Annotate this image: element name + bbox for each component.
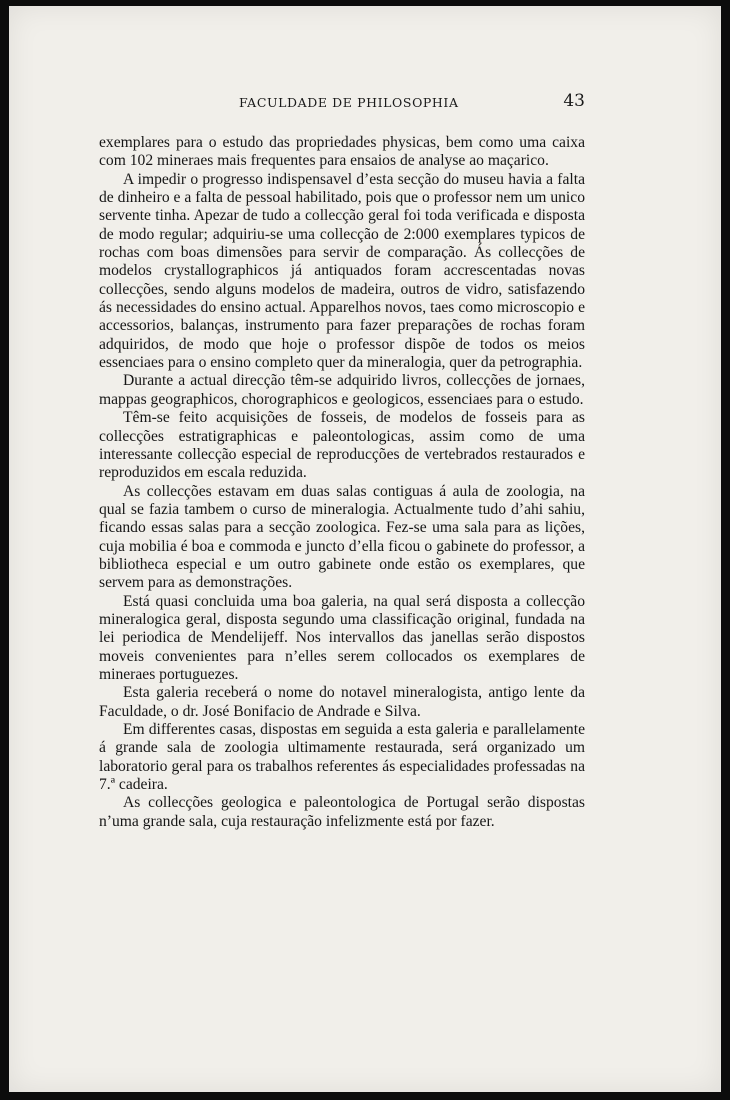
page-header: [99, 91, 585, 113]
paragraph: As collecções estavam em duas salas contiguas á aula de zoologia, na qual se fazia tambem o curso de mineralogia. Actualmente tudo d’ahi sahiu, ficando essas salas para a secção zoologica. Fez-se uma sala para as lições, cuja mobilia é boa e commoda e juncto d’ella ficou o gabinete do professor, a bibliotheca especial e um outro gabinete onde estão os exemplares, que servem para as demonstrações.: [99, 482, 585, 592]
body-text: [99, 134, 585, 831]
page-number: 43: [563, 91, 585, 111]
paragraph: A impedir o progresso indispensavel d’esta secção do museu havia a falta de dinheiro e a falta de pessoal habilitado, pois que o professor nem um unico servente tinha. Apezar de tudo a collecção geral foi toda verificada e disposta de modo regular; adquiriu-se uma collecção de 2:000 exemplares typicos de rochas com boas dimensões para servir de comparação. Ás collecções de modelos crystallographicos já antiquados foram accrescentadas novas collecções, sendo alguns modelos de madeira, outros de vidro, satisfazendo ás necessidades do ensino actual. Apparelhos novos, taes como microscopio e accessorios, balanças, instrumento para fazer preparações de rochas foram adquiridos, de modo que hoje o professor dispõe de todos os meios essenciaes para o ensino completo quer da mineralogia, quer da petrographia.: [99, 170, 585, 372]
paragraph: Têm-se feito acquisições de fosseis, de modelos de fosseis para as collecções estratigraphicas e paleontologicas, assim como de uma interessante collecção especial de reproducções de vertebrados restaurados e reproduzidos em escala reduzida.: [99, 409, 585, 482]
paragraph: As collecções geologica e paleontologica de Portugal serão dispostas n’uma grande sala, cuja restauração infelizmente está por fazer.: [99, 794, 585, 830]
running-title: FACULDADE DE PHILOSOPHIA: [239, 95, 459, 110]
paragraph: exemplares para o estudo das propriedades physicas, bem como uma caixa com 102 mineraes mais frequentes para ensaios de analyse ao maçarico.: [99, 134, 585, 170]
paragraph: Durante a actual direcção têm-se adquirido livros, collecções de jornaes, mappas geographicos, chorographicos e geologicos, essenciaes para o estudo.: [99, 372, 585, 408]
book-page: [9, 6, 721, 1092]
paragraph: Esta galeria receberá o nome do notavel mineralogista, antigo lente da Faculdade, o dr. José Bonifacio de Andrade e Silva.: [99, 684, 585, 720]
paragraph: Em differentes casas, dispostas em seguida a esta galeria e parallelamente á grande sala de zoologia ultimamente restaurada, será organizado um laboratorio geral para os trabalhos referentes ás especialidades professadas na 7.ª cadeira.: [99, 721, 585, 794]
paragraph: Está quasi concluida uma boa galeria, na qual será disposta a collecção mineralogica geral, disposta segundo uma classificação original, fundada na lei periodica de Mendelijeff. Nos intervallos das janellas serão dispostos moveis convenientes para n’elles serem collocados os exemplares de mineraes portuguezes.: [99, 592, 585, 683]
